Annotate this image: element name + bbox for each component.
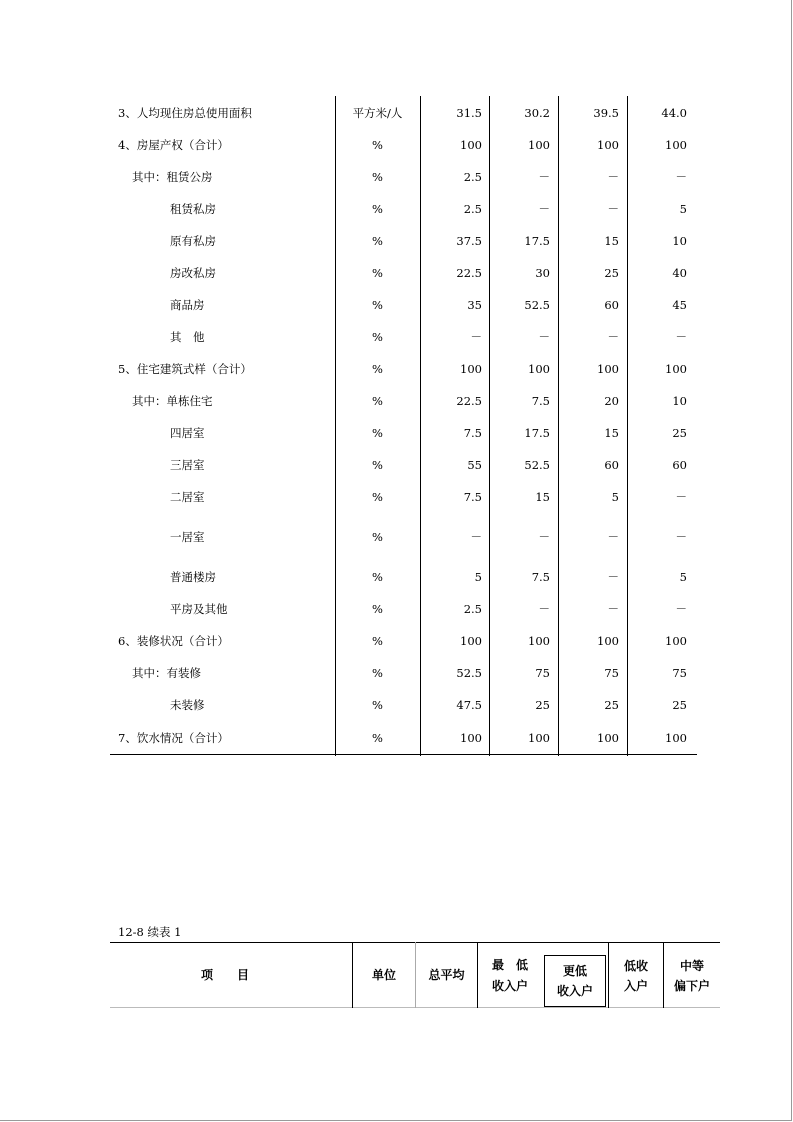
value-average: 100: [460, 634, 482, 648]
row-label: 二居室: [170, 490, 205, 504]
value-lower-income: 20: [604, 394, 619, 408]
value-lower-income: 60: [604, 458, 619, 472]
row-unit: %: [372, 298, 383, 312]
value-average: 52.5: [456, 666, 482, 680]
value-low-income: －: [675, 602, 687, 616]
value-low-income: 100: [665, 731, 687, 745]
value-lowest-income: 100: [528, 731, 550, 745]
value-lowest-income: －: [538, 530, 550, 544]
value-lower-income: －: [607, 602, 619, 616]
value-low-income: 10: [672, 394, 687, 408]
table-row: [110, 455, 697, 475]
value-low-income: －: [675, 330, 687, 344]
row-unit: %: [372, 330, 383, 344]
housing-table: [110, 96, 697, 756]
row-unit: %: [372, 570, 383, 584]
table-row: [110, 199, 697, 219]
value-lowest-income: 100: [528, 634, 550, 648]
value-lower-income: 25: [604, 698, 619, 712]
row-label: 房改私房: [170, 266, 216, 280]
continued-table-header: [110, 942, 720, 1008]
value-lower-income: 100: [597, 731, 619, 745]
row-label: 平房及其他: [170, 602, 228, 616]
value-low-income: 60: [672, 458, 687, 472]
value-low-income: 5: [679, 202, 687, 216]
value-lower-income: 39.5: [593, 106, 619, 120]
table-row: [110, 527, 697, 547]
table-row: [110, 599, 697, 619]
value-average: 37.5: [456, 234, 482, 248]
value-low-income: 40: [672, 266, 687, 280]
value-lower-income: 15: [604, 234, 619, 248]
row-unit: %: [372, 666, 383, 680]
value-average: －: [470, 330, 482, 344]
value-lower-income: －: [607, 570, 619, 584]
header-unit: 单位: [371, 968, 396, 982]
table-row: [110, 423, 697, 443]
value-lower-income: 100: [597, 634, 619, 648]
value-lower-income: 25: [604, 266, 619, 280]
value-lowest-income: 30: [535, 266, 550, 280]
value-lower-income: 5: [611, 490, 619, 504]
table-row: [110, 567, 697, 587]
header-middlelow-line2: 偏下户: [673, 979, 710, 993]
value-lower-income: －: [607, 330, 619, 344]
header-average: 总平均: [428, 968, 465, 982]
row-label: 3、人均现住房总使用面积: [118, 106, 252, 120]
value-lowest-income: 25: [535, 698, 550, 712]
value-average: 2.5: [463, 170, 482, 184]
value-lower-income: －: [607, 530, 619, 544]
value-low-income: －: [675, 490, 687, 504]
table-row: [110, 263, 697, 283]
table-row: [110, 103, 697, 123]
value-average: 7.5: [463, 490, 482, 504]
value-low-income: －: [675, 170, 687, 184]
value-average: 100: [460, 362, 482, 376]
header-item: 项 目: [200, 968, 249, 982]
value-lowest-income: 17.5: [524, 426, 550, 440]
table-row: [110, 631, 697, 651]
value-average: 100: [460, 731, 482, 745]
value-lower-income: 75: [604, 666, 619, 680]
value-low-income: 25: [672, 698, 687, 712]
value-lowest-income: 30.2: [524, 106, 550, 120]
value-lowest-income: 52.5: [524, 298, 550, 312]
value-lowest-income: 100: [528, 362, 550, 376]
value-average: 55: [467, 458, 482, 472]
value-low-income: 44.0: [661, 106, 687, 120]
row-unit: %: [372, 731, 383, 745]
row-unit: %: [372, 362, 383, 376]
row-label: 6、装修状况（合计）: [118, 634, 229, 648]
header-lowincome-line1: 低收: [623, 959, 648, 973]
header-middlelow-line1: 中等: [679, 959, 704, 973]
table-row: [110, 327, 697, 347]
header-lowest-line2: 收入户: [491, 979, 528, 993]
table-row: [110, 391, 697, 411]
row-label: 其 他: [170, 330, 205, 344]
row-unit: %: [372, 266, 383, 280]
row-label: 一居室: [170, 530, 205, 544]
value-lower-income: 60: [604, 298, 619, 312]
row-unit: %: [372, 394, 383, 408]
value-low-income: 100: [665, 138, 687, 152]
row-unit: %: [372, 530, 383, 544]
value-average: 35: [467, 298, 482, 312]
row-unit: %: [372, 202, 383, 216]
value-average: －: [470, 530, 482, 544]
value-low-income: 100: [665, 634, 687, 648]
value-lower-income: －: [607, 170, 619, 184]
row-label: 三居室: [170, 458, 205, 472]
table-row: [110, 487, 697, 507]
value-low-income: 5: [679, 570, 687, 584]
row-unit: %: [372, 426, 383, 440]
header-lower-line1: 更低: [562, 964, 587, 978]
row-unit: %: [372, 490, 383, 504]
table-row: [110, 231, 697, 251]
value-average: 100: [460, 138, 482, 152]
row-unit: %: [372, 458, 383, 472]
row-label: 其中：租赁公房: [132, 170, 213, 184]
value-average: 31.5: [456, 106, 482, 120]
row-label: 4、房屋产权（合计）: [118, 138, 229, 152]
row-label: 租赁私房: [170, 202, 216, 216]
value-average: 47.5: [456, 698, 482, 712]
value-low-income: －: [675, 530, 687, 544]
value-low-income: 100: [665, 362, 687, 376]
value-low-income: 45: [672, 298, 687, 312]
row-label: 7、饮水情况（合计）: [118, 731, 229, 745]
row-unit: 平方米/人: [352, 106, 403, 120]
header-lowest-line1: 最 低: [491, 958, 528, 972]
value-lowest-income: 7.5: [531, 570, 550, 584]
table-row: [110, 728, 697, 748]
value-average: 5: [474, 570, 482, 584]
header-lowincome-line2: 入户: [623, 979, 648, 993]
value-lower-income: 15: [604, 426, 619, 440]
value-lower-income: －: [607, 202, 619, 216]
value-lowest-income: 100: [528, 138, 550, 152]
header-lower-line2: 收入户: [556, 984, 593, 998]
column-divider: [477, 942, 478, 1008]
row-label: 普通楼房: [170, 570, 216, 584]
value-lowest-income: 17.5: [524, 234, 550, 248]
value-lowest-income: －: [538, 330, 550, 344]
value-lowest-income: 15: [535, 490, 550, 504]
row-label: 其中：有装修: [132, 666, 201, 680]
value-low-income: 75: [672, 666, 687, 680]
row-unit: %: [372, 170, 383, 184]
table-row: [110, 135, 697, 155]
value-lowest-income: 75: [535, 666, 550, 680]
value-average: 2.5: [463, 202, 482, 216]
value-lowest-income: 52.5: [524, 458, 550, 472]
value-lowest-income: －: [538, 602, 550, 616]
row-unit: %: [372, 602, 383, 616]
table-row: [110, 359, 697, 379]
value-lowest-income: －: [538, 202, 550, 216]
table-bottom-rule: [110, 754, 697, 755]
table-row: [110, 167, 697, 187]
row-label: 商品房: [170, 298, 205, 312]
row-unit: %: [372, 234, 383, 248]
value-lower-income: 100: [597, 362, 619, 376]
value-average: 7.5: [463, 426, 482, 440]
row-unit: %: [372, 138, 383, 152]
value-low-income: 25: [672, 426, 687, 440]
value-lowest-income: 7.5: [531, 394, 550, 408]
value-average: 2.5: [463, 602, 482, 616]
row-label: 5、住宅建筑式样（合计）: [118, 362, 252, 376]
value-lower-income: 100: [597, 138, 619, 152]
table-caption: 12-8 续表 1: [118, 925, 182, 939]
table-row: [110, 663, 697, 683]
value-low-income: 10: [672, 234, 687, 248]
value-lowest-income: －: [538, 170, 550, 184]
value-average: 22.5: [456, 266, 482, 280]
value-average: 22.5: [456, 394, 482, 408]
row-label: 四居室: [170, 426, 205, 440]
row-label: 原有私房: [170, 234, 216, 248]
row-label: 其中：单栋住宅: [132, 394, 213, 408]
row-unit: %: [372, 634, 383, 648]
row-label: 未装修: [170, 698, 205, 712]
row-unit: %: [372, 698, 383, 712]
table-row: [110, 695, 697, 715]
table-row: [110, 295, 697, 315]
